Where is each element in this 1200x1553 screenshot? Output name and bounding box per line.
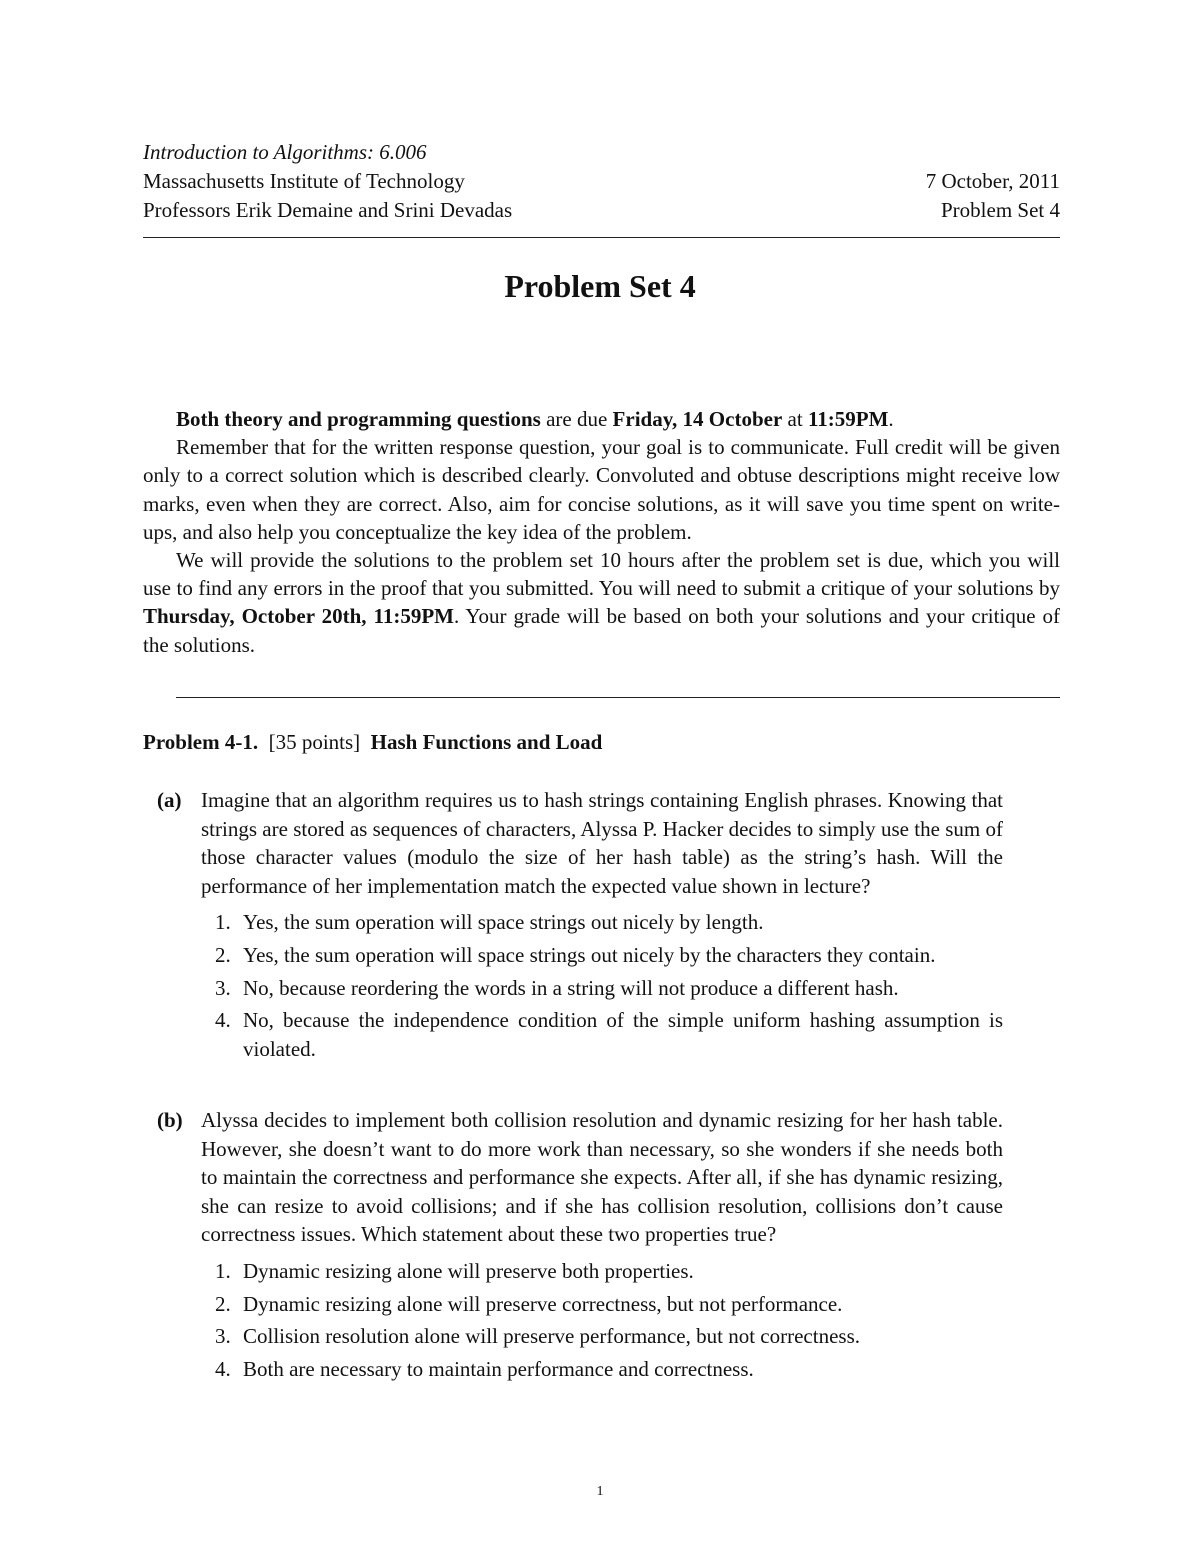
option-text: Both are necessary to maintain performance and correctness.	[243, 1356, 754, 1381]
option-number: 1.	[215, 1258, 231, 1283]
option-number: 4.	[215, 1008, 231, 1033]
problem-name: Hash Functions and Load	[370, 730, 603, 754]
document-header	[143, 138, 1060, 225]
option-text: Yes, the sum operation will space strings out nicely by the characters they contain.	[243, 942, 936, 967]
option-number: 4.	[215, 1356, 231, 1381]
option-text: Collision resolution alone will preserve performance, but not correctness.	[243, 1324, 860, 1349]
option-number: 3.	[215, 975, 231, 1000]
intro-divider	[176, 697, 1060, 698]
option-number: 2.	[215, 942, 231, 967]
answer-option	[201, 1355, 1003, 1384]
part-label: (a)	[157, 788, 182, 812]
due-time: 11:59PM	[807, 407, 889, 431]
option-number: 1.	[215, 910, 231, 935]
intro-communicate-paragraph: Remember that for the written response question, your goal is to communicate. Full credit will be given only to a correct solution which is described clearly. Convoluted and obtuse descriptions might receive low marks, even when they are correct. Also, aim for concise solutions, as it will save you time spent on write-ups, and also help you conceptualize the key idea of the problem.	[143, 435, 1060, 544]
page-number: 1	[596, 1484, 604, 1499]
date: 7 October, 2011	[925, 169, 1060, 193]
problem-number: Problem 4-1.	[143, 730, 259, 754]
answer-option	[201, 1290, 1003, 1319]
course-title: Introduction to Algorithms: 6.006	[143, 140, 427, 164]
page-title: Problem Set 4	[504, 268, 696, 304]
problem-heading	[143, 730, 602, 755]
due-bold-1: Both theory and programming questions	[176, 407, 541, 431]
option-text: No, because reordering the words in a string will not produce a different hash.	[243, 975, 899, 1000]
option-text: Yes, the sum operation will space strings out nicely by length.	[243, 910, 764, 935]
answer-options	[201, 1257, 1003, 1383]
option-text: Dynamic resizing alone will preserve both properties.	[243, 1258, 694, 1283]
due-text-2: at	[782, 407, 808, 431]
answer-option	[201, 1006, 1003, 1063]
problem-points: [35 points]	[268, 730, 361, 754]
part-question: Alyssa decides to implement both collision resolution and dynamic resizing for her hash table. However, she doesn’t want to do more work than necessary, so she wonders if she needs both to maintain the correctness and performance she expects. After all, if she has dynamic resizing, she can resize to avoid collisions; and if she has collision resolution, collisions don’t cause correctness issues. Which statement about these two properties true?	[201, 1108, 1003, 1247]
problem-part-a	[143, 786, 1003, 1067]
option-number: 3.	[215, 1324, 231, 1349]
option-text: No, because the independence condition of the simple uniform hashing assumption is violated.	[243, 1008, 1003, 1061]
option-text: Dynamic resizing alone will preserve correctness, but not performance.	[243, 1291, 843, 1316]
answer-options	[201, 908, 1003, 1063]
due-text-3: .	[888, 407, 894, 431]
due-text-1: are due	[540, 407, 613, 431]
due-date: Friday, 14 October	[612, 407, 783, 431]
intro-critique-paragraph	[143, 546, 1060, 659]
answer-option	[201, 1322, 1003, 1351]
intro-section	[143, 405, 1060, 659]
critique-text-1: We will provide the solutions to the problem set 10 hours after the problem set is due, which you will use to find any errors in the proof that you submitted. You will need to submit a critique of your solutions by	[143, 548, 1060, 601]
answer-option	[201, 1257, 1003, 1286]
answer-option	[201, 941, 1003, 970]
answer-option	[201, 908, 1003, 937]
problem-part-b	[143, 1106, 1003, 1387]
critique-deadline: Thursday, October 20th, 11:59PM	[143, 604, 454, 629]
intro-due-paragraph	[143, 405, 1060, 433]
answer-option	[201, 974, 1003, 1003]
doc-label: Problem Set 4	[941, 198, 1060, 222]
option-number: 2.	[215, 1291, 231, 1316]
critique-text-2: . Your grade will be based on both your solutions and your critique of the solutions.	[143, 604, 1061, 657]
header-divider	[143, 237, 1060, 238]
part-question: Imagine that an algorithm requires us to hash strings containing English phrases. Knowing that strings are stored as sequences of characters, Alyssa P. Hacker decides to simply use the sum of those character values (modulo the size of her hash table) as the string’s hash. Will the performance of her implementation match the expected value shown in lecture?	[201, 788, 1003, 898]
professors: Professors Erik Demaine and Srini Devadas	[143, 198, 513, 222]
part-label: (b)	[157, 1108, 183, 1132]
institution: Massachusetts Institute of Technology	[143, 169, 465, 193]
